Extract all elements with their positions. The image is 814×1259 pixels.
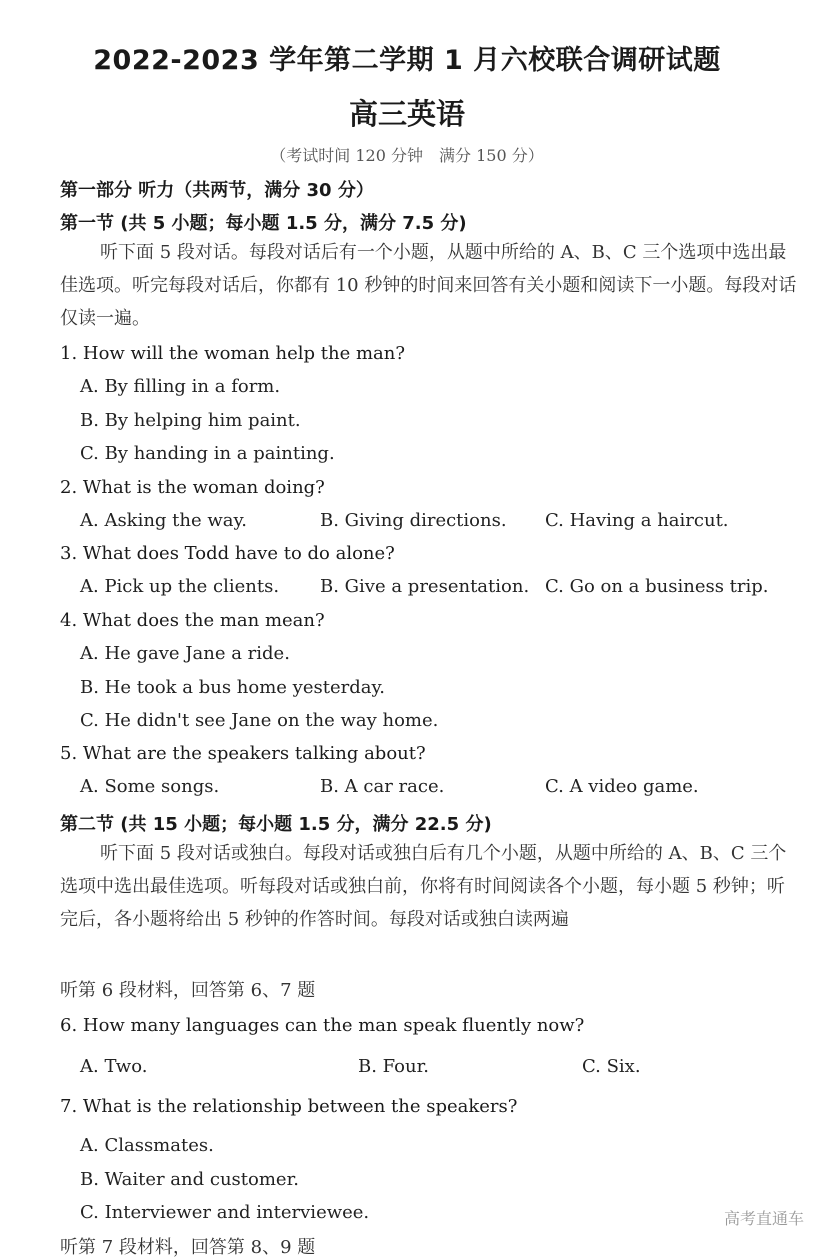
q3-stem: 3. What does Todd have to do alone?	[60, 543, 395, 564]
q7-option-a: A. Classmates.	[80, 1135, 214, 1156]
q7-option-c: C. Interviewer and interviewee.	[80, 1202, 370, 1223]
material-7-note: 听第 7 段材料，回答第 8、9 题	[60, 1237, 316, 1258]
q2-option-c: C. Having a haircut.	[545, 510, 729, 531]
q4-option-b: B. He took a bus home yesterday.	[80, 677, 385, 698]
section1-instructions: 听下面 5 段对话。每段对话后有一个小题，从题中所给的 A、B、C 三个选项中选出最佳选项。听完每段对话后，你都有 10 秒钟的时间来回答有关小题和阅读下一小题。每段对话仅读一遍。	[60, 242, 797, 329]
q6-option-a: A. Two.	[80, 1056, 148, 1077]
q1-stem: 1. How will the woman help the man?	[60, 343, 406, 364]
section1-heading: 第一节 (共 5 小题；每小题 1.5 分，满分 7.5 分)	[60, 213, 467, 234]
q6-option-b: B. Four.	[358, 1056, 429, 1077]
q5-option-a: A. Some songs.	[80, 776, 220, 797]
q4-option-c: C. He didn't see Jane on the way home.	[80, 710, 439, 731]
q1-option-a: A. By filling in a form.	[80, 376, 281, 397]
subject-title: 高三英语	[348, 97, 465, 131]
q6-stem: 6. How many languages can the man speak fluently now?	[60, 1015, 585, 1036]
section2-heading: 第二节 (共 15 小题；每小题 1.5 分，满分 22.5 分)	[60, 814, 492, 835]
q1-option-c: C. By handing in a painting.	[80, 443, 335, 464]
q2-option-a: A. Asking the way.	[80, 510, 248, 531]
exam-info: （考试时间 120 分钟 满分 150 分）	[270, 146, 544, 165]
q3-option-c: C. Go on a business trip.	[545, 576, 769, 597]
material-6-note: 听第 6 段材料，回答第 6、7 题	[60, 980, 316, 1001]
part1-heading: 第一部分 听力（共两节，满分 30 分）	[60, 180, 374, 201]
q6-option-c: C. Six.	[582, 1056, 641, 1077]
exam-title: 2022-2023 学年第二学期 1 月六校联合调研试题	[93, 45, 721, 76]
q1-option-b: B. By helping him paint.	[80, 410, 301, 431]
q7-option-b: B. Waiter and customer.	[80, 1169, 299, 1190]
q4-stem: 4. What does the man mean?	[60, 610, 325, 631]
q4-option-a: A. He gave Jane a ride.	[80, 643, 290, 664]
q5-option-c: C. A video game.	[545, 776, 699, 797]
section2-instructions: 听下面 5 段对话或独白。每段对话或独白后有几个小题，从题中所给的 A、B、C 三个选项中选出最佳选项。听每段对话或独白前，你将有时间阅读各个小题，每小题 5 秒钟；听完后，各小题将给出 5 秒钟的作答时间。每段对话或独白读两遍	[60, 843, 787, 930]
q3-option-b: B. Give a presentation.	[320, 576, 530, 597]
q2-option-b: B. Giving directions.	[320, 510, 507, 531]
q3-option-a: A. Pick up the clients.	[80, 576, 280, 597]
q5-option-b: B. A car race.	[320, 776, 445, 797]
q7-stem: 7. What is the relationship between the speakers?	[60, 1096, 518, 1117]
watermark: 高考直通车	[723, 1209, 804, 1228]
q5-stem: 5. What are the speakers talking about?	[60, 743, 426, 764]
q2-stem: 2. What is the woman doing?	[60, 477, 325, 498]
